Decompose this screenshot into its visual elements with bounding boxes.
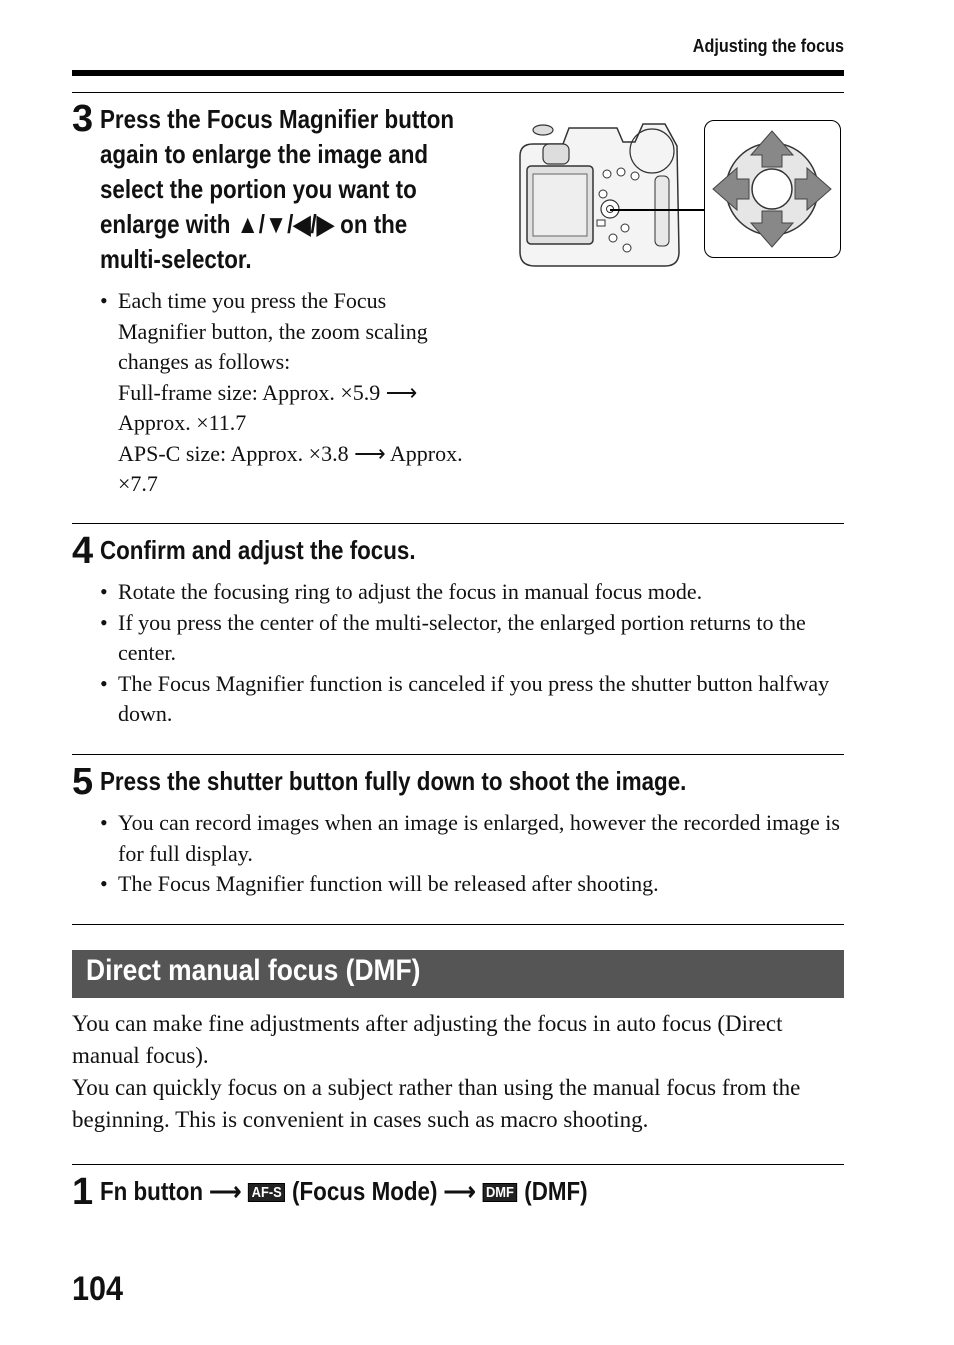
step1-number: 1 [72, 1171, 94, 1213]
dmf-paragraph-1: You can make fine adjustments after adjusting the focus in auto focus (Direct manual focus). [72, 1011, 783, 1068]
list-item: • Rotate the focusing ring to adjust the focus in manual focus mode. [100, 577, 845, 608]
running-header: Adjusting the focus [692, 36, 844, 56]
multi-selector-callout [704, 120, 841, 258]
section-title: Direct manual focus (DMF) [86, 954, 421, 987]
step3-bullets [100, 286, 500, 500]
af-s-mode-icon: AF-S [248, 1183, 285, 1202]
list-item: • Each time you press the Focus Magnifier button, the zoom scaling changes as follows: Full-frame size: Approx. ×5.9 ⟶ Approx. ×11.7 APS-C size: Approx. ×3.8 ⟶ Approx. ×7.7 [100, 286, 500, 500]
step4-bullets [100, 577, 845, 730]
dmf-mode-icon: DMF [483, 1183, 518, 1202]
step5-bullets [100, 808, 845, 900]
step3-rule [72, 92, 844, 93]
step1-heading: Fn button ⟶ AF-S (Focus Mode) ⟶ DMF (DMF) [100, 1176, 588, 1206]
section-title-band [72, 950, 844, 998]
page-number: 104 [72, 1270, 124, 1308]
step4-rule [72, 523, 844, 524]
step5-rule [72, 754, 844, 755]
multi-selector-arrows-icon [705, 121, 840, 257]
callout-line [610, 209, 704, 211]
step5-heading: Press the shutter button fully down to shoot the image. [100, 766, 687, 796]
step4-number: 4 [72, 530, 94, 572]
step4-heading: Confirm and adjust the focus. [100, 535, 416, 565]
step1-rule [72, 1164, 844, 1165]
step5-number: 5 [72, 761, 94, 803]
list-item: • You can record images when an image is enlarged, however the recorded image is for full display. [100, 808, 845, 869]
list-item: • The Focus Magnifier function will be released after shooting. [100, 869, 845, 900]
step3-number: 3 [72, 98, 94, 140]
top-rule [72, 70, 844, 76]
dmf-paragraph-2: You can quickly focus on a subject rather than using the manual focus from the beginning. This is convenient in cases such as macro shooting. [72, 1075, 801, 1132]
list-item: • If you press the center of the multi-selector, the enlarged portion returns to the center. [100, 608, 845, 669]
list-item: • The Focus Magnifier function is canceled if you press the shutter button halfway down. [100, 669, 845, 730]
section-rule [72, 924, 844, 925]
camera-back-illustration [515, 116, 685, 271]
step3-heading: Press the Focus Magnifier button again to enlarge the image and select the portion you want to enlarge with ▲/▼/◀/▶ on the multi-selector. [100, 104, 455, 274]
